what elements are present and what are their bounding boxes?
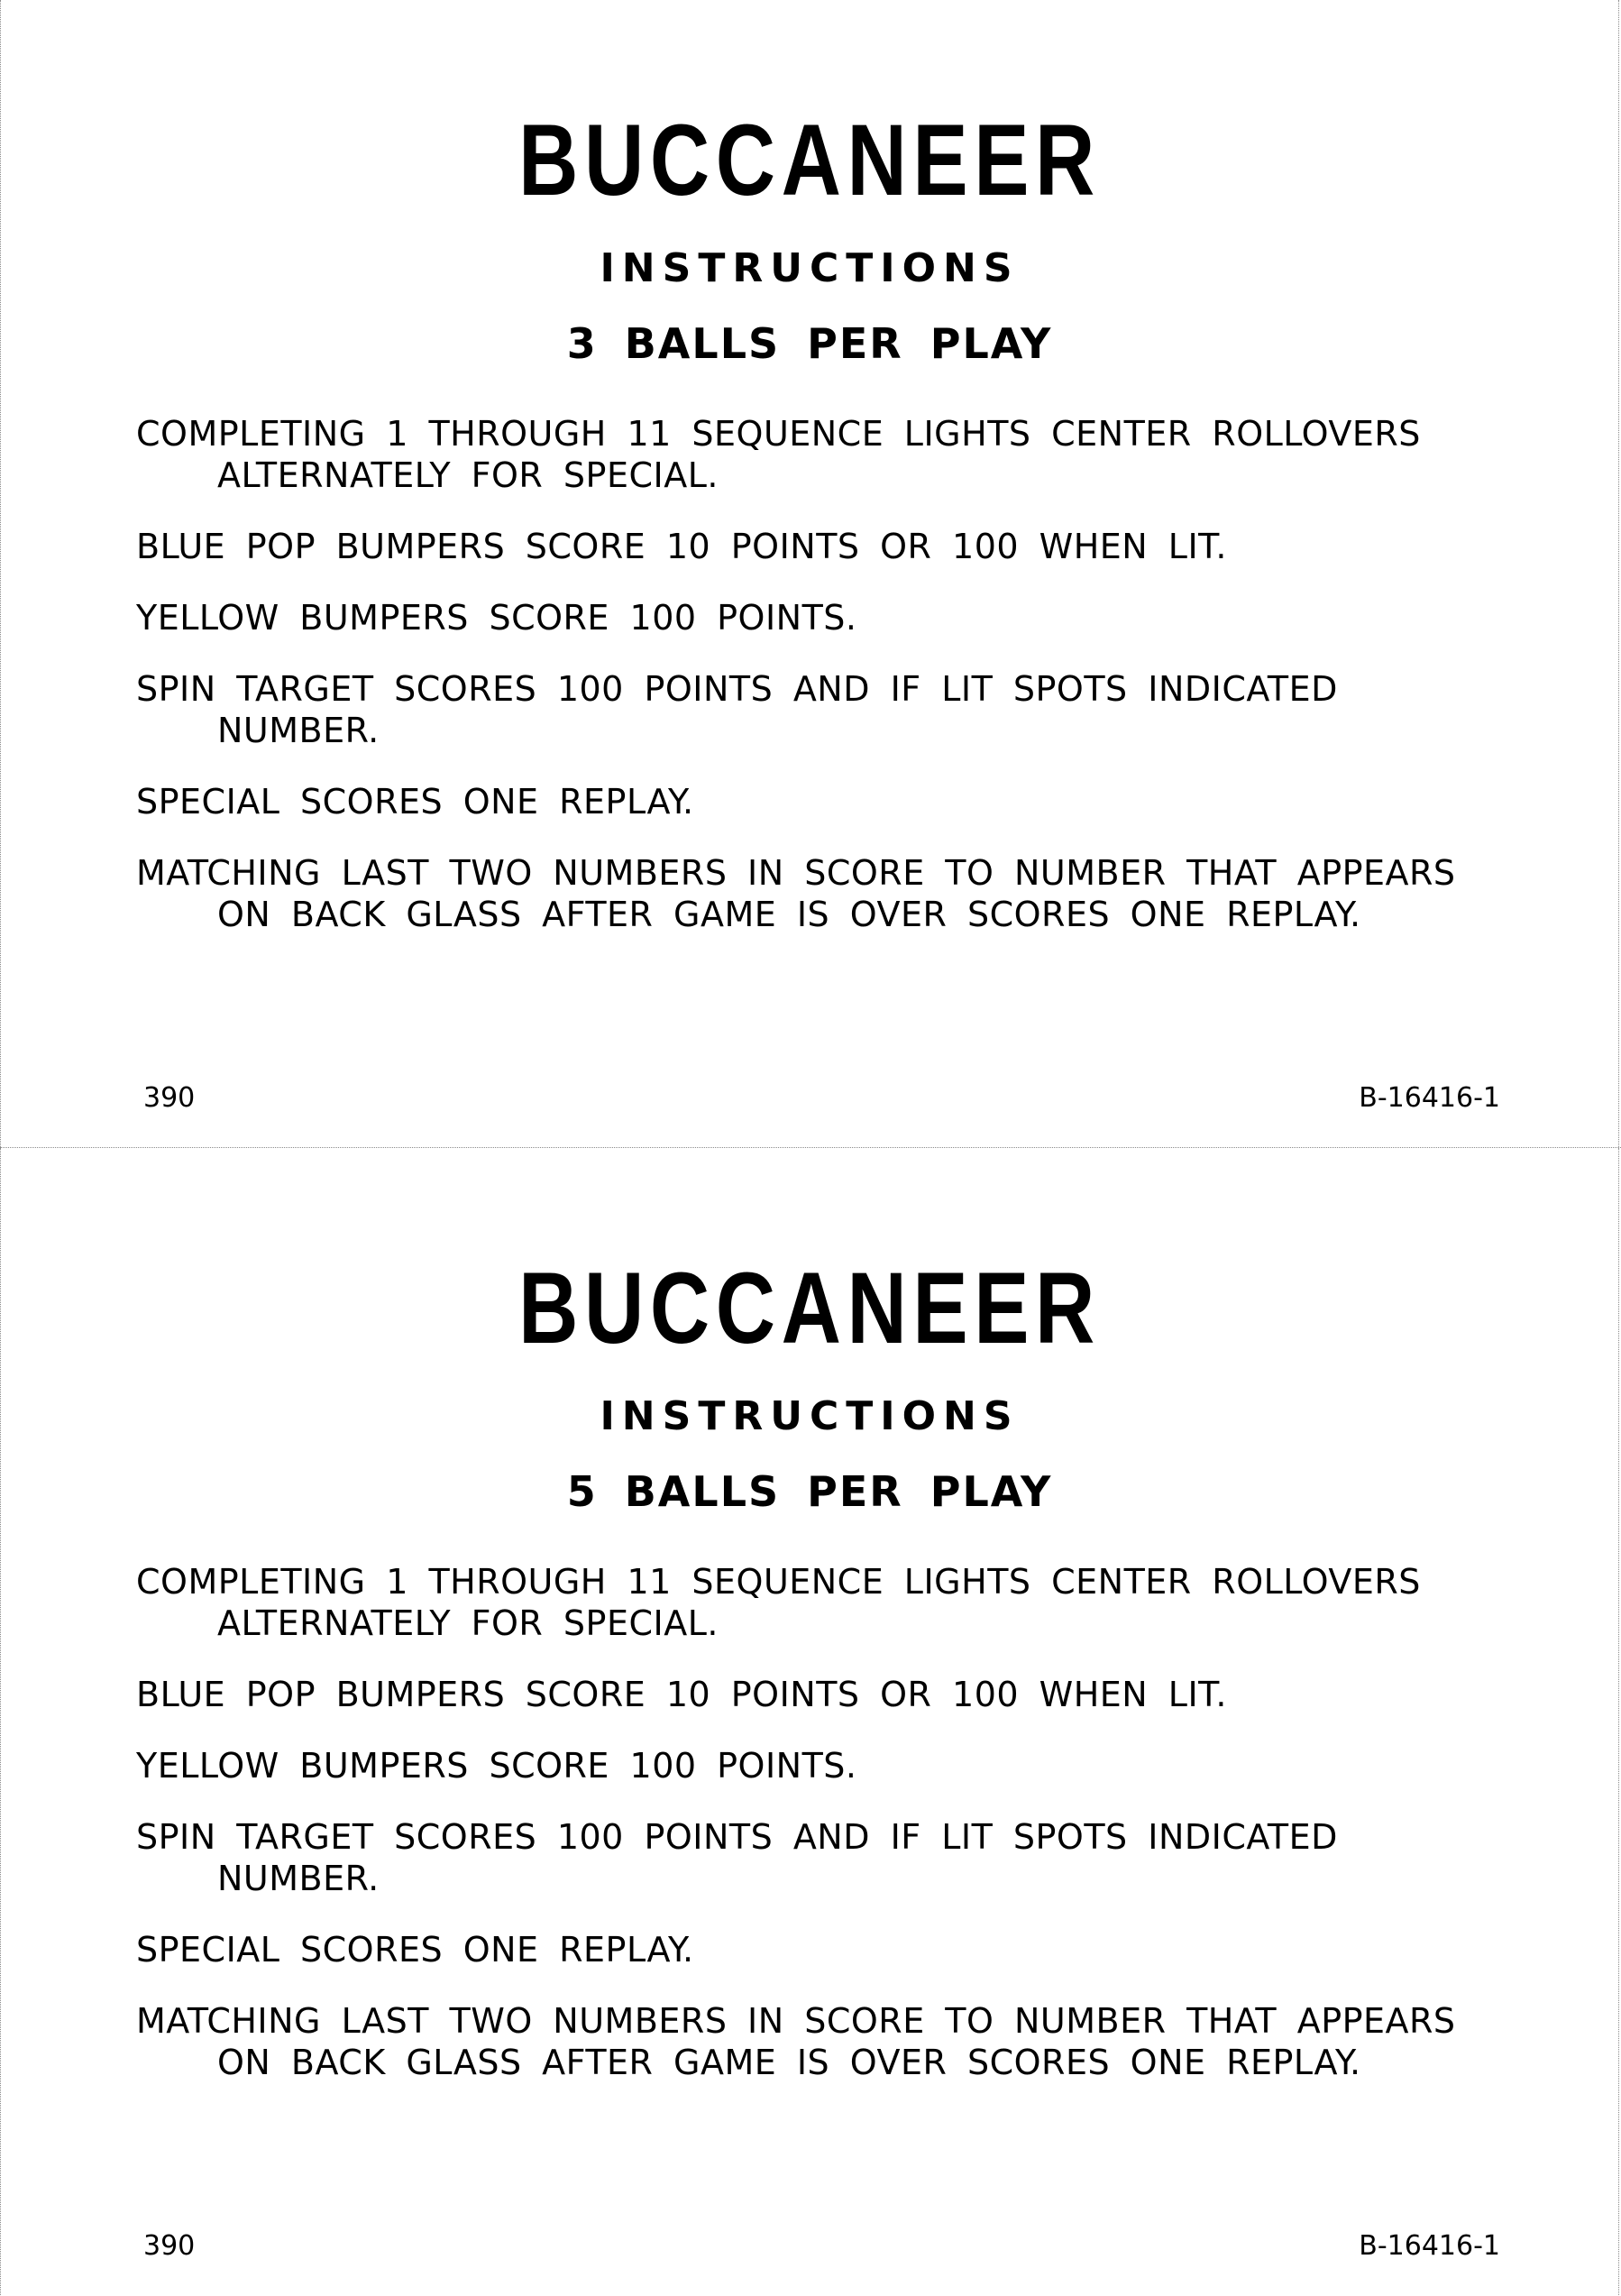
rule-item: COMPLETING 1 THROUGH 11 SEQUENCE LIGHTS CENTER ROLLOVERS ALTERNATELY FOR SPECIAL.	[136, 414, 1421, 495]
footer-part-number: B-16416-1	[1359, 1082, 1500, 1114]
card-subtitle: INSTRUCTIONS	[600, 245, 1020, 291]
card-title: BUCCANEER	[518, 104, 1101, 216]
rule-item: SPECIAL SCORES ONE REPLAY.	[136, 1930, 694, 1970]
rules-list	[136, 413, 1525, 965]
instruction-card-3-ball	[0, 0, 1619, 1147]
balls-per-play: 5 BALLS PER PLAY	[566, 1467, 1053, 1516]
rule-item: MATCHING LAST TWO NUMBERS IN SCORE TO NUMBER THAT APPEARS ON BACK GLASS AFTER GAME IS OVER SCORES ONE REPLAY.	[136, 2001, 1456, 2082]
rule-item: MATCHING LAST TWO NUMBERS IN SCORE TO NUMBER THAT APPEARS ON BACK GLASS AFTER GAME IS OVER SCORES ONE REPLAY.	[136, 853, 1456, 934]
rule-item: SPECIAL SCORES ONE REPLAY.	[136, 782, 694, 822]
instruction-card-5-ball	[0, 1148, 1619, 2295]
card-title: BUCCANEER	[518, 1252, 1101, 1364]
footer-part-number: B-16416-1	[1359, 2230, 1500, 2262]
rule-item: SPIN TARGET SCORES 100 POINTS AND IF LIT SPOTS INDICATED NUMBER.	[136, 669, 1338, 750]
rule-item: SPIN TARGET SCORES 100 POINTS AND IF LIT SPOTS INDICATED NUMBER.	[136, 1817, 1338, 1898]
rules-list	[136, 1561, 1525, 2113]
card-subtitle: INSTRUCTIONS	[600, 1393, 1020, 1439]
footer-game-number: 390	[143, 1082, 196, 1114]
rule-item: BLUE POP BUMPERS SCORE 10 POINTS OR 100 WHEN LIT.	[136, 527, 1227, 566]
rule-item: BLUE POP BUMPERS SCORE 10 POINTS OR 100 WHEN LIT.	[136, 1675, 1227, 1714]
rule-item: YELLOW BUMPERS SCORE 100 POINTS.	[136, 1746, 857, 1786]
balls-per-play: 3 BALLS PER PLAY	[566, 319, 1053, 368]
rule-item: YELLOW BUMPERS SCORE 100 POINTS.	[136, 598, 857, 638]
rule-item: COMPLETING 1 THROUGH 11 SEQUENCE LIGHTS CENTER ROLLOVERS ALTERNATELY FOR SPECIAL.	[136, 1562, 1421, 1643]
footer-game-number: 390	[143, 2230, 196, 2262]
